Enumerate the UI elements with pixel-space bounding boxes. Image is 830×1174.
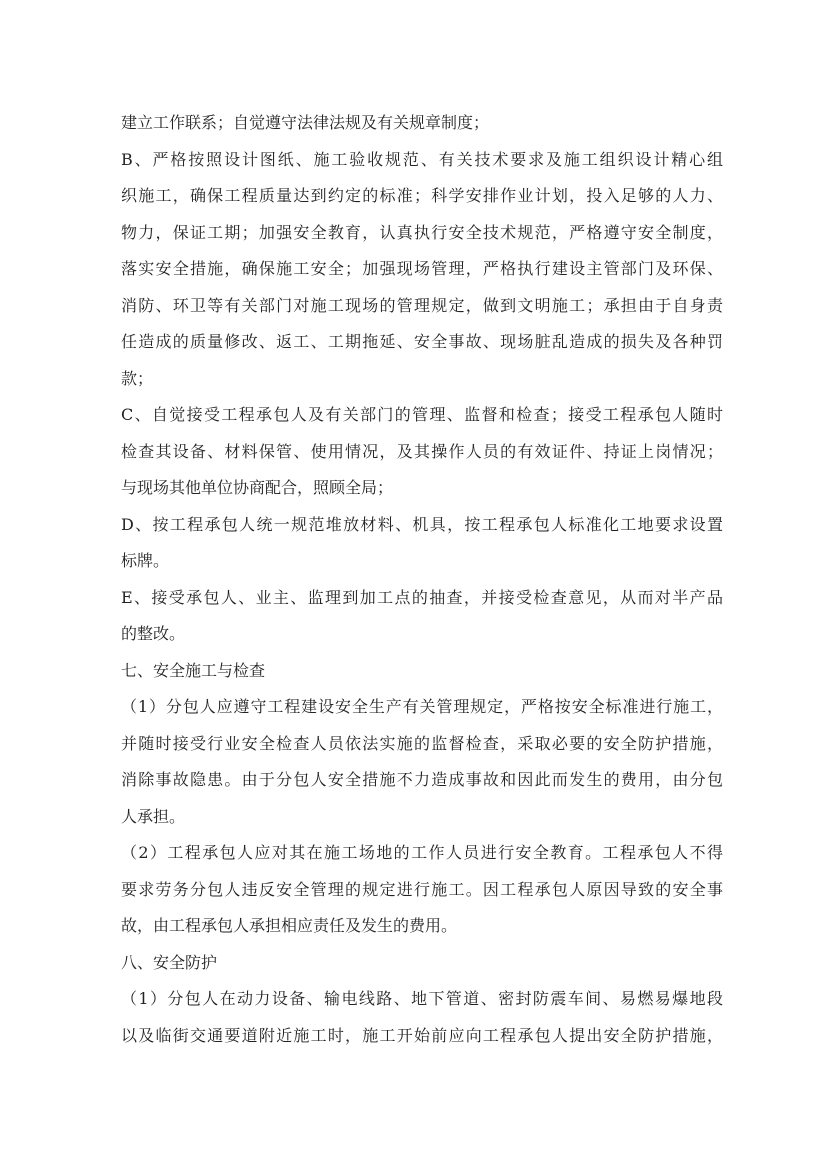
text-line: C、自觉接受工程承包人及有关部门的管理、监督和检查；接受工程承包人随时 (121, 405, 723, 424)
text-line: D、按工程承包人统一规范堆放材料、机具，按工程承包人标准化工地要求设置 (121, 514, 723, 534)
text-line: 建立工作联系；自觉遵守法律法规及有关规章制度； (121, 113, 490, 132)
text-line: （1）分包人在动力设备、输电线路、地下管道、密封防震车间、易燃易爆地段 (121, 989, 723, 1008)
text-line: 检查其设备、材料保管、使用情况，及其操作人员的有效证件、持证上岗情况； (121, 441, 723, 461)
text-line: 落实安全措施，确保施工安全；加强现场管理，严格执行建设主管部门及环保、 (121, 259, 723, 278)
text-line: 要求劳务分包人违反安全管理的规定进行施工。因工程承包人原因导致的安全事 (121, 879, 723, 899)
text-line: 款； (121, 368, 154, 388)
text-line: 以及临街交通要道附近施工时，施工开始前应向工程承包人提出安全防护措施， (121, 1025, 723, 1045)
text-line: 并随时接受行业安全检查人员依法实施的监督检查，采取必要的安全防护措施， (121, 733, 723, 753)
text-line: （2）工程承包人应对其在施工场地的工作人员进行安全教育。工程承包人不得 (121, 843, 723, 862)
text-line: 故，由工程承包人承担相应责任及发生的费用。 (121, 916, 458, 935)
text-line: 任造成的质量修改、返工、工期拖延、安全事故、现场脏乱造成的损失及各种罚 (121, 332, 723, 351)
text-line: 人承担。 (121, 806, 186, 826)
text-line: 消防、环卫等有关部门对施工现场的管理规定，做到文明施工；承担由于自身责 (121, 295, 723, 315)
text-line: 八、安全防护 (121, 952, 218, 972)
text-line: 标牌。 (121, 551, 170, 570)
text-line: 与现场其他单位协商配合，照顾全局； (121, 478, 394, 497)
text-line: 消除事故隐患。由于分包人安全措施不力造成事故和因此而发生的费用，由分包 (121, 770, 723, 789)
text-line: 物力，保证工期；加强安全教育，认真执行安全技术规范，严格遵守安全制度， (121, 222, 723, 242)
text-line: 七、安全施工与检查 (121, 660, 266, 680)
text-line: 织施工，确保工程质量达到约定的标准；科学安排作业计划，投入足够的人力、 (121, 186, 723, 205)
text-line: （1）分包人应遵守工程建设安全生产有关管理规定，严格按安全标准进行施工， (121, 697, 723, 716)
text-line: E、接受承包人、业主、监理到加工点的抽查，并接受检查意见，从而对半产品 (121, 587, 723, 607)
text-line: B、严格按照设计图纸、施工验收规范、有关技术要求及施工组织设计精心组 (121, 149, 723, 169)
text-line: 的整改。 (121, 624, 186, 643)
